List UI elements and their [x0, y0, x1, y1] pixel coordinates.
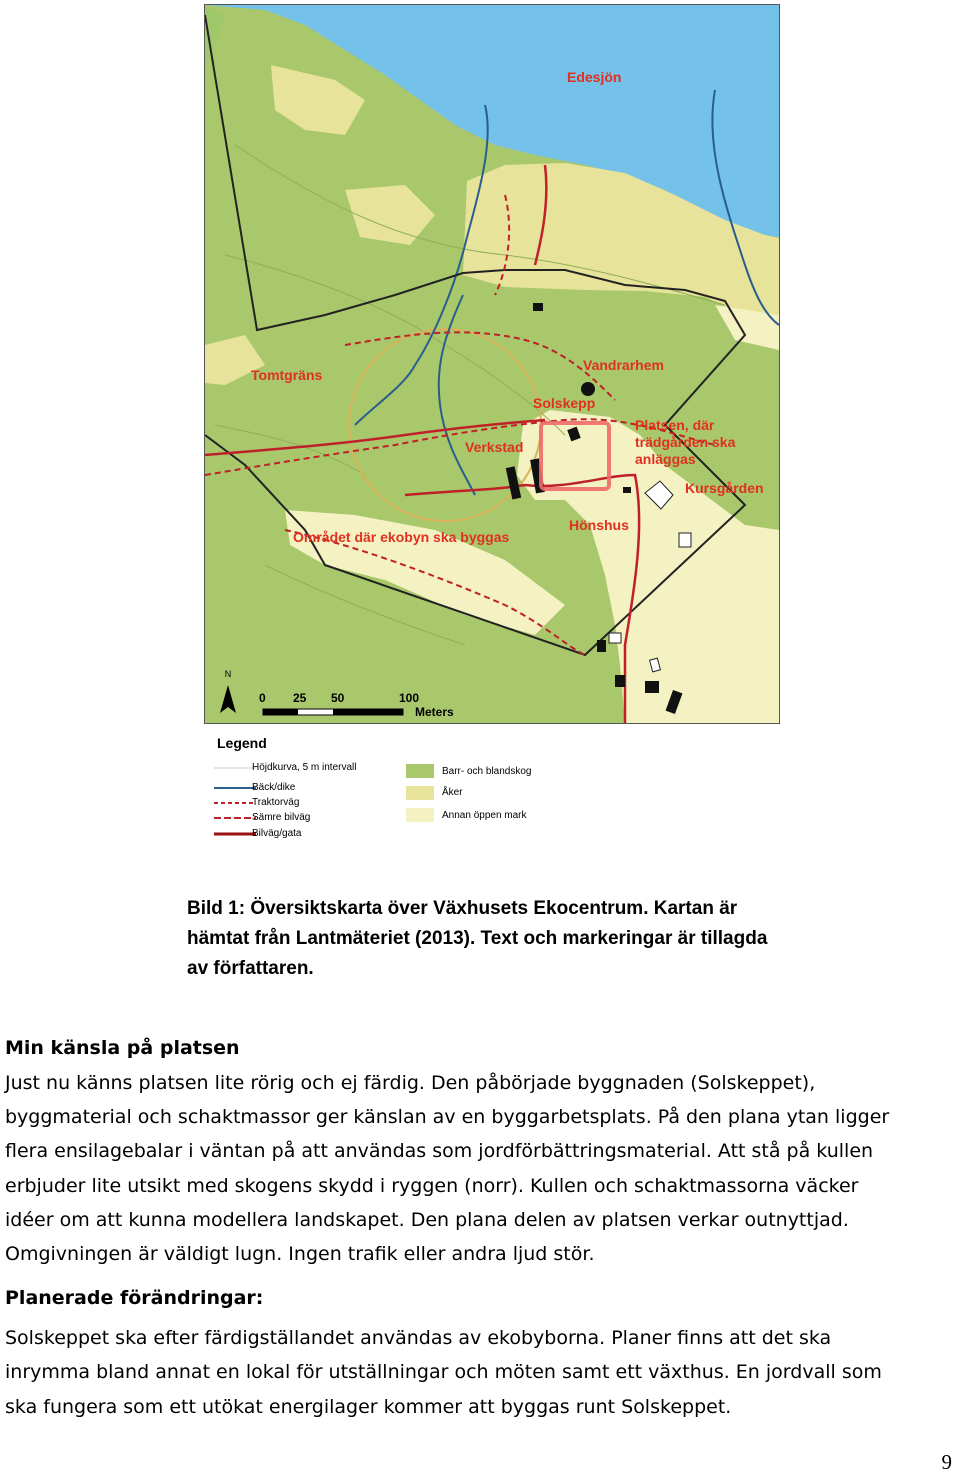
label-kursgarden: Kursgården [685, 480, 764, 496]
building [623, 487, 631, 493]
label-honshus: Hönshus [569, 517, 629, 533]
legend-open-swatch [406, 808, 434, 822]
paragraph-line: inrymma bland annat en lokal för utställningar och möten samt ett växthus. En jordvall som [5, 1361, 882, 1383]
section-heading: Min känsla på platsen [5, 1037, 240, 1059]
scale-tick: 100 [399, 691, 420, 705]
page-number: 9 [941, 1450, 952, 1474]
label-garden: Platsen, där trädgården ska anläggas [635, 417, 736, 467]
legend-title: Legend [217, 735, 267, 751]
north-arrow-icon [220, 685, 236, 713]
paragraph-line: Solskeppet ska efter färdigställandet användas av ekobyborna. Planer finns att det ska [5, 1327, 832, 1349]
stream [439, 295, 475, 495]
scale-bar-graphic [263, 709, 403, 715]
scale-tick: 50 [331, 691, 345, 705]
map-legend [204, 730, 554, 850]
label-vandrarhem: Vandrarhem [583, 357, 664, 373]
field-area [271, 65, 365, 135]
label-verkstad: Verkstad [465, 439, 524, 455]
legend-contour: Höjdkurva, 5 m intervall [252, 762, 357, 773]
section-heading: Planerade förändringar: [5, 1287, 264, 1309]
legend-field-swatch [406, 786, 434, 800]
scale-tick: 0 [259, 691, 266, 705]
figure-caption: Bild 1: Översiktskarta över Växhusets Ekocentrum. Kartan är hämtat från Lantmäteriet (2013). Text och markeringar är tillagda av författaren. [187, 898, 768, 979]
legend-road: Bilväg/gata [252, 828, 302, 839]
paragraph-line: Omgivningen är väldigt lugn. Ingen trafik eller andra ljud stör. [5, 1243, 595, 1265]
legend-field: Åker [442, 787, 463, 798]
building [609, 633, 621, 643]
scale-tick: 25 [293, 691, 307, 705]
paragraph-line: ska fungera som ett utökat energilager kommer att byggas runt Solskeppet. [5, 1396, 732, 1418]
legend-stream: Bäck/dike [252, 782, 296, 793]
legend-minor-road: Sämre bilväg [252, 812, 311, 823]
vandrarhem-marker [581, 382, 595, 396]
label-ecovillage: Området där ekobyn ska byggas [293, 529, 510, 545]
building [615, 675, 625, 687]
label-lake: Edesjön [567, 69, 622, 85]
paragraph-line: idéer om att kunna modellera landskapet. Den plana delen av platsen verkar outnyttjad. [5, 1209, 849, 1231]
label-boundary: Tomtgräns [251, 367, 323, 383]
paragraph-line: Just nu känns platsen lite rörig och ej färdig. Den påbörjade byggnaden (Solskeppet), [5, 1072, 816, 1094]
building [597, 640, 606, 652]
north-label: N [224, 669, 232, 679]
building [679, 533, 691, 547]
paragraph-line: erbjuder lite utsikt med skogens skydd i ryggen (norr). Kullen och schaktmassorna väcker [5, 1175, 859, 1197]
legend-tractor-road: Traktorväg [252, 797, 300, 808]
legend-forest: Barr- och blandskog [442, 766, 532, 777]
overview-map [204, 4, 780, 724]
map-graphic [205, 5, 779, 723]
legend-open: Annan öppen mark [442, 810, 527, 821]
paragraph-line: flera ensilagebalar i väntan på att användas som jordförbättringsmaterial. Att stå på kullen [5, 1140, 874, 1162]
legend-forest-swatch [406, 764, 434, 778]
tractor-road [345, 332, 615, 400]
label-solskepp: Solskepp [533, 395, 596, 411]
building [533, 303, 543, 311]
building [645, 681, 659, 693]
scale-unit: Meters [415, 705, 454, 719]
paragraph-line: byggmaterial och schaktmassor ger känslan av en byggarbetsplats. På den plana ytan ligger [5, 1106, 890, 1128]
main-road [405, 485, 525, 495]
